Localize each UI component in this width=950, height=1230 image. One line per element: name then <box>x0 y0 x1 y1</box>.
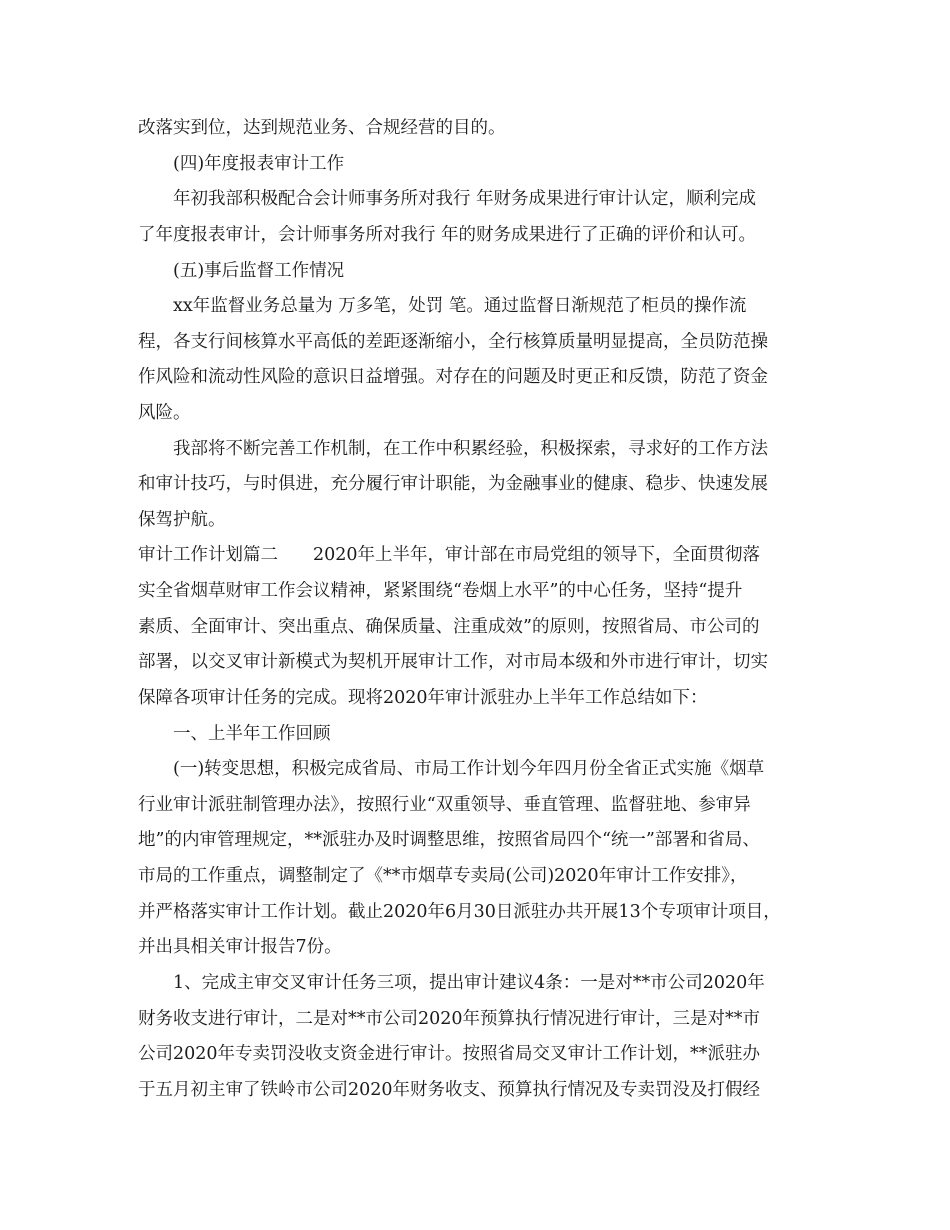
text-line: 素质、全面审计、突出重点、确保质量、注重成效”的原则，按照省局、市公司的 <box>138 617 760 637</box>
section-heading: (四)年度报表审计工作 <box>173 154 345 174</box>
text-line: 部署，以交叉审计新模式为契机开展审计工作，对市局本级和外市进行审计，切实 <box>138 652 768 672</box>
text-line: xx年监督业务总量为 万多笔，处罚 笔。通过监督日渐规范了柜员的操作流 <box>173 296 747 316</box>
text-line: 风险。 <box>138 403 191 423</box>
text-line: 市局的工作重点，调整制定了《**市烟草专卖局(公司)2020年审计工作安排》， <box>138 866 748 886</box>
text-line: 并严格落实审计工作计划。截止2020年6月30日派驻办共开展13个专项审计项目， <box>138 902 781 922</box>
text-line: 保障各项审计任务的完成。现将2020年审计派驻办上半年工作总结如下： <box>138 688 708 708</box>
text-line: 于五月初主审了铁岭市公司2020年财务收支、预算执行情况及专卖罚没及打假经 <box>138 1080 761 1100</box>
text-line: 公司2020年专卖罚没收支资金进行审计。按照省局交叉审计工作计划，**派驻办 <box>138 1044 761 1064</box>
text-line: 年初我部积极配合会计师事务所对我行 年财务成果进行审计认定，顺利完成 <box>173 189 757 209</box>
text-line: 1、完成主审交叉审计任务三项，提出审计建议4条：一是对**市公司2020年 <box>173 973 765 993</box>
text-line: 我部将不断完善工作机制，在工作中积累经验，积极探索，寻求好的工作方法 <box>173 439 768 459</box>
text-line: 地”的内审管理规定，**派驻办及时调整思维，按照省局四个“统一”部署和省局、 <box>138 830 760 850</box>
text-line: 保驾护航。 <box>138 510 226 530</box>
text-line: 改落实到位，达到规范业务、合规经营的目的。 <box>138 118 506 138</box>
text-line: (一)转变思想，积极完成省局、市局工作计划今年四月份全省正式实施《烟草 <box>173 759 765 779</box>
section-heading: 一、上半年工作回顾 <box>173 724 331 744</box>
text-line: 行业审计派驻制管理办法》，按照行业“双重领导、垂直管理、监督驻地、参审异 <box>138 795 751 815</box>
text-line: 作风险和流动性风险的意识日益增强。对存在的问题及时更正和反馈，防范了资金 <box>138 367 768 387</box>
text-line: 了年度报表审计，会计师事务所对我行 年的财务成果进行了正确的评价和认可。 <box>138 225 757 245</box>
text-line: 和审计技巧，与时俱进，充分履行审计职能，为金融事业的健康、稳步、快速发展 <box>138 474 768 494</box>
text-line: 并出具相关审计报告7份。 <box>138 937 342 957</box>
text-line: 财务收支进行审计，二是对**市公司2020年预算执行情况进行审计，三是对**市 <box>138 1009 761 1029</box>
text-line: 程，各支行间核算水平高低的差距逐渐缩小，全行核算质量明显提高，全员防范操 <box>138 332 768 352</box>
section-heading: (五)事后监督工作情况 <box>173 261 345 281</box>
text-line: 实全省烟草财审工作会议精神，紧紧围绕“卷烟上水平”的中心任务，坚持“提升 <box>138 581 743 601</box>
text-line: 审计工作计划篇二 2020年上半年，审计部在市局党组的领导下，全面贯彻落 <box>138 545 761 565</box>
